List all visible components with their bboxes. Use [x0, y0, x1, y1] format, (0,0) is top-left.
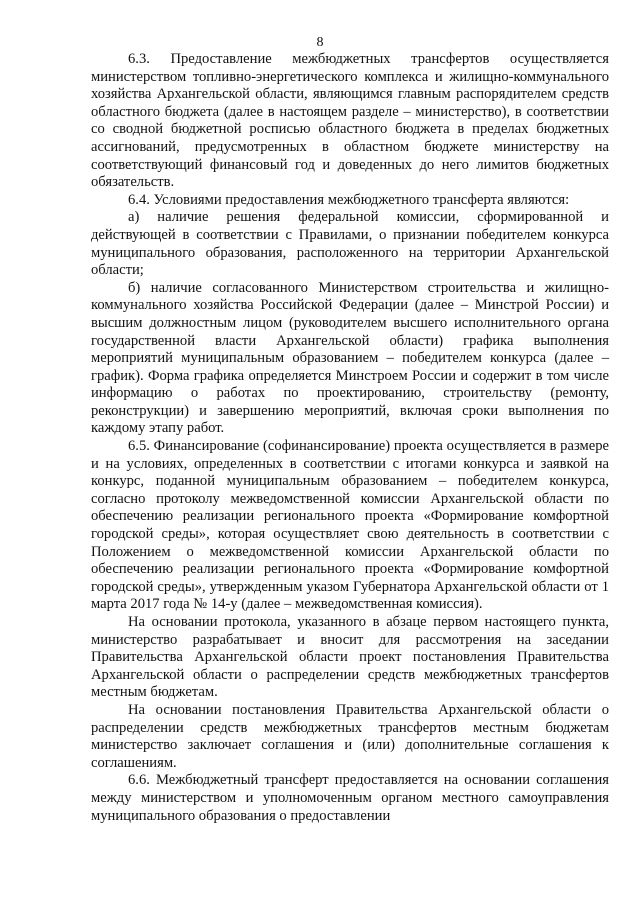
- paragraph-6-5-protocol: На основании протокола, указанного в абзаце первом настоящего пункта, министерство разрабатывает и вносит для рассмотрения на заседании Правительства Архангельской области проект постановления Правительства Архангельской области о распределении средств межбюджетных трансфертов местным бюджетам.: [91, 614, 609, 701]
- page-number: 8: [316, 35, 324, 50]
- paragraph-6-4-b: б) наличие согласованного Министерством строительства и жилищно-коммунального хозяйства Российской Федерации (далее – Минстрой России) и высшим должностным лицом (руководителем высшего исполнительного органа государственной власти Архангельской области) графика выполнения мероприятий муниципальным образованием – победителем конкурса (далее – график). Форма графика определяется Минстроем России и содержит в том числе информацию о работах по проектированию, строительству (ремонту, реконструкции) и завершению мероприятий, включая сроки выполнения по каждому этапу работ.: [91, 279, 609, 437]
- document-body: [91, 51, 609, 825]
- paragraph-6-6: 6.6. Межбюджетный трансферт предоставляется на основании соглашения между министерством и уполномоченным органом местного самоуправления муниципального образования о предоставлении: [91, 772, 609, 824]
- paragraph-6-4-a: а) наличие решения федеральной комиссии, сформированной и действующей в соответствии с Правилами, о признании победителем конкурса муниципального образования, расположенного на территории Архангельской области;: [91, 209, 609, 279]
- paragraph-6-3: 6.3. Предоставление межбюджетных трансфертов осуществляется министерством топливно-энергетического комплекса и жилищно-коммунального хозяйства Архангельской области, являющимся главным распорядителем средств областного бюджета (далее в настоящем разделе – министерство), в соответствии со сводной бюджетной росписью областного бюджета в пределах бюджетных ассигнований, предусмотренных в областном бюджете министерству на соответствующий финансовый год и доведенных до него лимитов бюджетных обязательств.: [91, 51, 609, 191]
- paragraph-6-5: 6.5. Финансирование (софинансирование) проекта осуществляется в размере и на условиях, определенных в соответствии с итогами конкурса и заявкой на конкурс, поданной муниципальным образованием – победителем конкурса, согласно протоколу межведомственной комиссии Архангельской области по обеспечению реализации регионального проекта «Формирование комфортной городской среды», которая осуществляет свою деятельность в соответствии с Положением о межведомственной комиссии Архангельской области по обеспечению реализации регионального проекта «Формирование комфортной городской среды», утвержденным указом Губернатора Архангельской области от 1 марта 2017 года № 14-у (далее – межведомственная комиссия).: [91, 438, 609, 613]
- paragraph-6-5-resolution: На основании постановления Правительства Архангельской области о распределении средств межбюджетных трансфертов местным бюджетам министерство заключает соглашения и (или) дополнительные соглашения к соглашениям.: [91, 701, 609, 771]
- paragraph-6-4: 6.4. Условиями предоставления межбюджетного трансферта являются:: [128, 191, 570, 208]
